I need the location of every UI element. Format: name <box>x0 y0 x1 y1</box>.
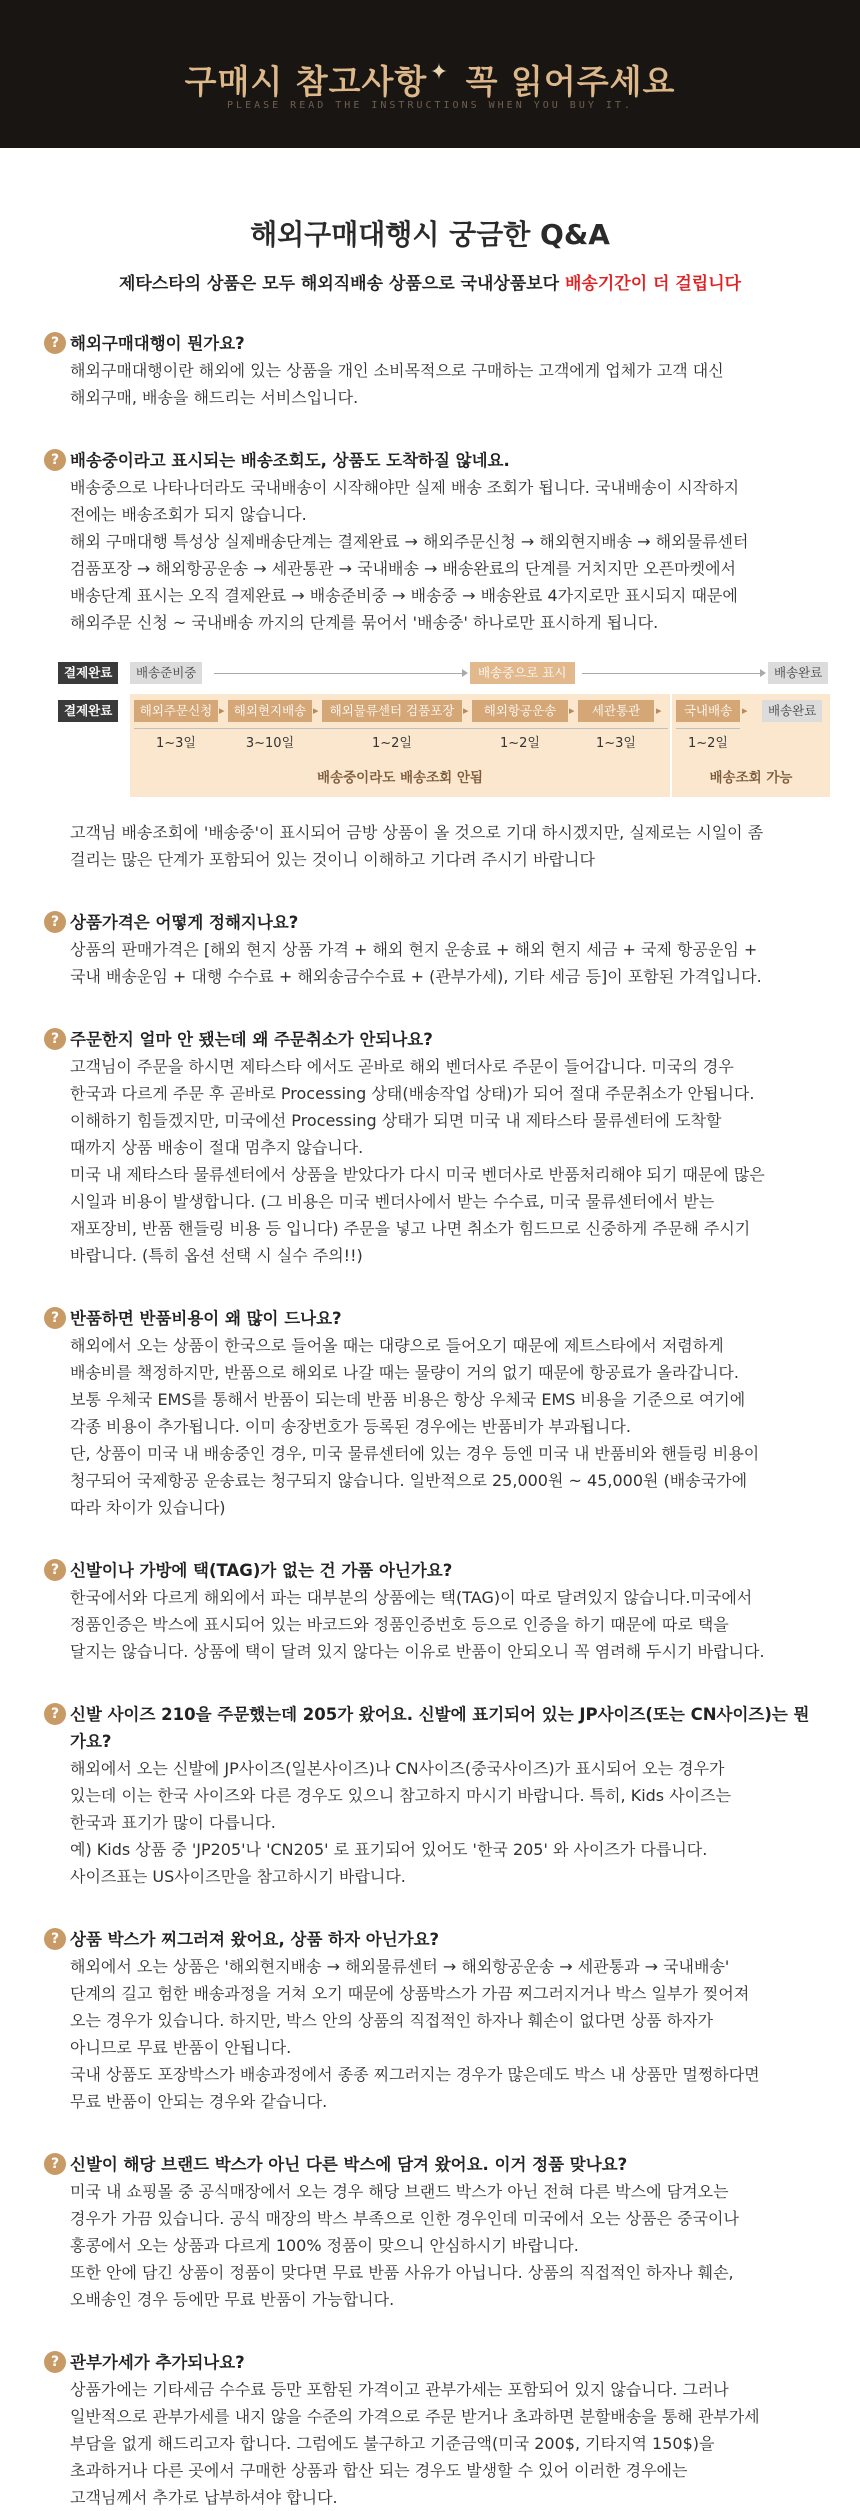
answer-line: 미국 내 쇼핑몰 중 공식매장에서 오는 경우 해당 브랜드 박스가 아닌 전혀 다른 박스에 담겨오는 <box>70 2182 729 2201</box>
answer-line: 무료 반품이 안되는 경우와 같습니다. <box>70 2092 328 2111</box>
qa-item <box>44 909 816 990</box>
answer-line: 부담을 없게 해드리고자 합니다. 그럼에도 불구하고 기준금액(미국 200$, 기타지역 150$)을 <box>70 2434 715 2453</box>
answer-line: 해외에서 오는 신발에 JP사이즈(일본사이즈)나 CN사이즈(중국사이즈)가 표시되어 오는 경우가 <box>70 1759 725 1778</box>
chevron-right-icon: ▸ <box>463 704 469 717</box>
question <box>44 2151 816 2178</box>
flow-row1-status: 결제완료 <box>58 662 118 684</box>
answer-line: 단, 상품이 미국 내 배송중인 경우, 미국 물류센터에 있는 경우 등엔 미국 내 반품비와 핸들링 비용이 <box>70 1444 760 1463</box>
flow-step: 세관통관 <box>578 700 654 722</box>
arrow-right-icon <box>462 669 468 677</box>
answer-line: 오는 경우가 있습니다. 하지만, 박스 안의 상품의 직접적인 하자나 훼손이 없다면 상품 하자가 <box>70 2011 714 2030</box>
subtitle-text: 제타스타의 상품은 모두 해외직배송 상품으로 국내상품보다 <box>118 274 565 294</box>
top-banner <box>0 0 860 148</box>
flow-duration: 1~2일 <box>500 736 540 751</box>
flow-row1-middle: 배송중으로 표시 <box>470 662 575 684</box>
question-icon: ? <box>44 1559 66 1581</box>
qa-item <box>44 330 816 411</box>
subtitle-highlight: 배송기간이 더 걸립니다 <box>565 274 742 294</box>
chevron-right-icon: ▸ <box>656 704 662 717</box>
answer-line: 단계의 길고 험한 배송과정을 거쳐 오기 때문에 상품박스가 가끔 찌그러지거나 박스 일부가 찢어져 <box>70 1984 750 2003</box>
banner-title-tail: 꼭 읽어주세요 <box>465 62 676 101</box>
answer-line: 이해하기 힘들겠지만, 미국에선 Processing 상태가 되면 미국 내 제타스타 물류센터에 도착할 <box>70 1111 722 1130</box>
answer-line: 고객님께서 추가로 납부하셔야 합니다. <box>70 2488 338 2507</box>
chevron-right-icon: ▸ <box>219 704 225 717</box>
answer-line: 배송단계 표시는 오직 결제완료 → 배송준비중 → 배송중 → 배송완료 4가지로만 표시되지 때문에 <box>70 586 738 605</box>
answer-line: 배송중으로 나타나더라도 국내배송이 시작해야만 실제 배송 조회가 됩니다. 국내배송이 시작하지 <box>70 478 740 497</box>
answer-line: 해외 구매대행 특성상 실제배송단계는 결제완료 → 해외주문신청 → 해외현지배송 → 해외물류센터 <box>70 532 749 551</box>
chevron-right-icon: ▸ <box>569 704 575 717</box>
answer-line: 국내 배송운임 + 대행 수수료 + 해외송금수수료 + (관부가세), 기타 세금 등]이 포함된 가격입니다. <box>70 967 762 986</box>
answer-line: 전에는 배송조회가 되지 않습니다. <box>70 505 307 524</box>
answer-line: 한국과 표기가 많이 다릅니다. <box>70 1813 276 1832</box>
question <box>44 1557 816 1584</box>
answer-line: 고객님 배송조회에 '배송중'이 표시되어 금방 상품이 올 것으로 기대 하시겠지만, 실제로는 시일이 좀 <box>70 823 764 842</box>
question-icon: ? <box>44 911 66 933</box>
question-text: 배송중이라고 표시되는 배송조회도, 상품도 도착하질 않네요. <box>70 451 510 470</box>
question <box>44 2349 816 2376</box>
answer-line: 때까지 상품 배송이 절대 멈추지 않습니다. <box>70 1138 364 1157</box>
answer <box>44 1584 816 1665</box>
flow-row2-status: 결제완료 <box>58 700 118 722</box>
flow-duration: 1~2일 <box>688 736 728 751</box>
answer-line: 국내 상품도 포장박스가 배송과정에서 종종 찌그러지는 경우가 많은데도 박스 내 상품만 멀쩡하다면 <box>70 2065 760 2084</box>
answer-line: 달지는 않습니다. 상품에 택이 달려 있지 않다는 이유로 반품이 안되오니 꼭 염려해 두시기 바랍니다. <box>70 1642 765 1661</box>
question-icon: ? <box>44 2153 66 2175</box>
answer-line: 홍콩에서 오는 상품과 다르게 100% 정품이 맞으니 안심하시기 바랍니다. <box>70 2236 579 2255</box>
question-icon: ? <box>44 1028 66 1050</box>
answer-line: 배송비를 책정하지만, 반품으로 해외로 나갈 때는 물량이 거의 없기 때문에 항공료가 올라갑니다. <box>70 1363 739 1382</box>
answer-line: 사이즈표는 US사이즈만을 참고하시기 바랍니다. <box>70 1867 406 1886</box>
question <box>44 1926 816 1953</box>
qa-list <box>0 330 860 2511</box>
question <box>44 909 816 936</box>
answer-line: 예) Kids 상품 중 'JP205'나 'CN205' 로 표기되어 있어도 '한국 205' 와 사이즈가 다릅니다. <box>70 1840 708 1859</box>
page-title: 해외구매대행시 궁금한 Q&A <box>250 218 610 251</box>
answer-line: 경우가 가끔 있습니다. 공식 매장의 박스 부족으로 인한 경우인데 미국에서 오는 상품은 중국이나 <box>70 2209 739 2228</box>
flow-row1-start: 배송준비중 <box>130 662 202 684</box>
answer-line: 재포장비, 반품 핸들링 비용 등 입니다) 주문을 넣고 나면 취소가 힘드므로 신중하게 주문해 주시기 <box>70 1219 751 1238</box>
qa-item <box>44 2349 816 2511</box>
page-subtitle <box>0 269 860 294</box>
flow-duration-line <box>134 728 668 729</box>
flow-duration-line <box>676 728 740 729</box>
banner-subtitle: PLEASE READ THE INSTRUCTIONS WHEN YOU BUY IT. <box>227 100 633 111</box>
answer-line: 또한 안에 담긴 상품이 정품이 맞다면 무료 반품 사유가 아닙니다. 상품의 직접적인 하자나 훼손, <box>70 2263 734 2282</box>
answer-line: 상품가에는 기타세금 수수료 등만 포함된 가격이고 관부가세는 포함되어 있지 않습니다. 그러나 <box>70 2380 729 2399</box>
answer-line: 해외구매대행이란 해외에 있는 상품을 개인 소비목적으로 구매하는 고객에게 업체가 고객 대신 <box>70 361 724 380</box>
flow-step: 해외항공운송 <box>472 700 568 722</box>
answer-line: 해외에서 오는 상품이 한국으로 들어올 때는 대량으로 들어오기 때문에 제트스타에서 저렴하게 <box>70 1336 724 1355</box>
delivery-flow-diagram <box>58 662 830 797</box>
answer <box>44 1332 816 1521</box>
answer-line: 있는데 이는 한국 사이즈와 다른 경우도 있으니 참고하지 마시기 바랍니다. 특히, Kids 사이즈는 <box>70 1786 732 1805</box>
flow-row2-end: 배송완료 <box>762 700 822 722</box>
question-text: 신발이 해당 브랜드 박스가 아닌 다른 박스에 담겨 왔어요. 이거 정품 맞나요? <box>70 2155 628 2174</box>
question-text: 주문한지 얼마 안 됐는데 왜 주문취소가 안되나요? <box>70 1030 433 1049</box>
question <box>44 1305 816 1332</box>
answer <box>44 936 816 990</box>
question-text: 상품 박스가 찌그러져 왔어요, 상품 하자 아닌가요? <box>70 1930 440 1949</box>
answer <box>44 1053 816 1269</box>
question <box>44 330 816 357</box>
chevron-right-icon: ▸ <box>313 704 319 717</box>
question-icon: ? <box>44 449 66 471</box>
answer-line: 한국과 다르게 주문 후 곧바로 Processing 상태(배송작업 상태)가 되어 절대 주문취소가 안됩니다. <box>70 1084 755 1103</box>
flow-duration: 1~2일 <box>372 736 412 751</box>
flow-step: 국내배송 <box>676 700 740 722</box>
answer-line: 바랍니다. (특히 옵션 선택 시 실수 주의!!) <box>70 1246 363 1265</box>
qa-item <box>44 2151 816 2313</box>
question-icon: ? <box>44 1928 66 1950</box>
question-text: 해외구매대행이 뭔가요? <box>70 334 245 353</box>
answer-line: 해외구매, 배송을 해드리는 서비스입니다. <box>70 388 359 407</box>
answer <box>44 2376 816 2511</box>
question-icon: ? <box>44 1307 66 1329</box>
answer-line: 초과하거나 다른 곳에서 구매한 상품과 합산 되는 경우도 발생할 수 있어 이러한 경우에는 <box>70 2461 688 2480</box>
qa-item <box>44 1701 816 1890</box>
answer-continued <box>44 819 816 873</box>
banner-title <box>0 56 860 103</box>
question-icon: ? <box>44 1703 66 1725</box>
answer-line: 시일과 비용이 발생합니다. (그 비용은 미국 벤더사에서 받는 수수료, 미국 물류센터에서 받는 <box>70 1192 715 1211</box>
arrow-right-icon <box>760 669 766 677</box>
flow-row1-end: 배송완료 <box>768 662 828 684</box>
answer-line: 해외에서 오는 상품은 '해외현지배송 → 해외물류센터 → 해외항공운송 → 세관통과 → 국내배송' <box>70 1957 730 1976</box>
qa-item <box>44 1926 816 2115</box>
answer-line: 걸리는 많은 단계가 포함되어 있는 것이니 이해하고 기다려 주시기 바랍니다 <box>70 850 595 869</box>
banner-title-main: 구매시 참고사항 <box>184 62 428 101</box>
answer-line: 보통 우체국 EMS를 통해서 반품이 되는데 반품 비용은 항상 우체국 EMS 비용을 기준으로 여기에 <box>70 1390 746 1409</box>
flow-line <box>582 673 762 674</box>
question-text: 신발 사이즈 210을 주문했는데 205가 왔어요. 신발에 표기되어 있는 JP사이즈(또는 CN사이즈)는 뭔가요? <box>70 1705 810 1751</box>
question-text: 신발이나 가방에 택(TAG)가 없는 건 가품 아닌가요? <box>70 1561 453 1580</box>
answer-line: 미국 내 제타스타 물류센터에서 상품을 받았다가 다시 미국 벤더사로 반품처리해야 되기 때문에 많은 <box>70 1165 765 1184</box>
flow-step: 해외물류센터 검품포장 <box>322 700 462 722</box>
flow-caption-left: 배송중이라도 배송조회 안됨 <box>317 770 483 786</box>
answer <box>44 2178 816 2313</box>
qa-item <box>44 1557 816 1665</box>
qa-item <box>44 1305 816 1521</box>
answer-line: 따라 차이가 있습니다) <box>70 1498 226 1517</box>
answer-line: 아니므로 무료 반품이 안됩니다. <box>70 2038 292 2057</box>
flow-line <box>214 673 466 674</box>
answer-line: 해외주문 신청 ~ 국내배송 까지의 단계를 묶어서 '배송중' 하나로만 표시하게 됩니다. <box>70 613 659 632</box>
flow-step: 해외주문신청 <box>134 700 218 722</box>
flow-duration: 3~10일 <box>245 736 295 751</box>
star-icon: ✦ <box>429 60 450 85</box>
answer-line: 각종 비용이 추가됩니다. 이미 송장번호가 등록된 경우에는 반품비가 부과됩니다. <box>70 1417 631 1436</box>
answer-line: 한국에서와 다르게 해외에서 파는 대부분의 상품에는 택(TAG)이 따로 달려있지 않습니다.미국에서 <box>70 1588 753 1607</box>
question-icon: ? <box>44 2351 66 2373</box>
answer <box>44 1953 816 2115</box>
answer-line: 오배송인 경우 등에만 무료 반품이 가능합니다. <box>70 2290 395 2309</box>
answer-line: 고객님이 주문을 하시면 제타스타 에서도 곧바로 해외 벤더사로 주문이 들어갑니다. 미국의 경우 <box>70 1057 734 1076</box>
question <box>44 1026 816 1053</box>
answer-line: 정품인증은 박스에 표시되어 있는 바코드와 정품인증번호 등으로 인증을 하기 때문에 따로 택을 <box>70 1615 729 1634</box>
question <box>44 1701 816 1755</box>
answer <box>44 357 816 411</box>
chevron-right-icon: ▸ <box>742 704 748 717</box>
qa-item <box>44 447 823 873</box>
question-text: 관부가세가 추가되나요? <box>70 2353 245 2372</box>
answer <box>44 474 816 636</box>
answer-line: 일반적으로 관부가세를 내지 않을 수준의 가격으로 주문 받거나 초과하면 분할배송을 통해 관부가세 <box>70 2407 760 2426</box>
flow-duration: 1~3일 <box>156 736 196 751</box>
flow-duration: 1~3일 <box>596 736 636 751</box>
answer <box>44 1755 816 1890</box>
flow-caption-right: 배송조회 가능 <box>709 770 793 786</box>
answer-line: 상품의 판매가격은 [해외 현지 상품 가격 + 해외 현지 운송료 + 해외 현지 세금 + 국제 항공운임 + <box>70 940 758 959</box>
question-icon: ? <box>44 332 66 354</box>
question-text: 상품가격은 어떻게 정해지나요? <box>70 913 299 932</box>
question <box>44 447 816 474</box>
question-text: 반품하면 반품비용이 왜 많이 드나요? <box>70 1309 342 1328</box>
answer-line: 청구되어 국제항공 운송료는 청구되지 않습니다. 일반적으로 25,000원 ~ 45,000원 (배송국가에 <box>70 1471 748 1490</box>
answer-line: 검품포장 → 해외항공운송 → 세관통관 → 국내배송 → 배송완료의 단계를 거치지만 오픈마켓에서 <box>70 559 736 578</box>
flow-step: 해외현지배송 <box>228 700 312 722</box>
qa-item <box>44 1026 816 1269</box>
